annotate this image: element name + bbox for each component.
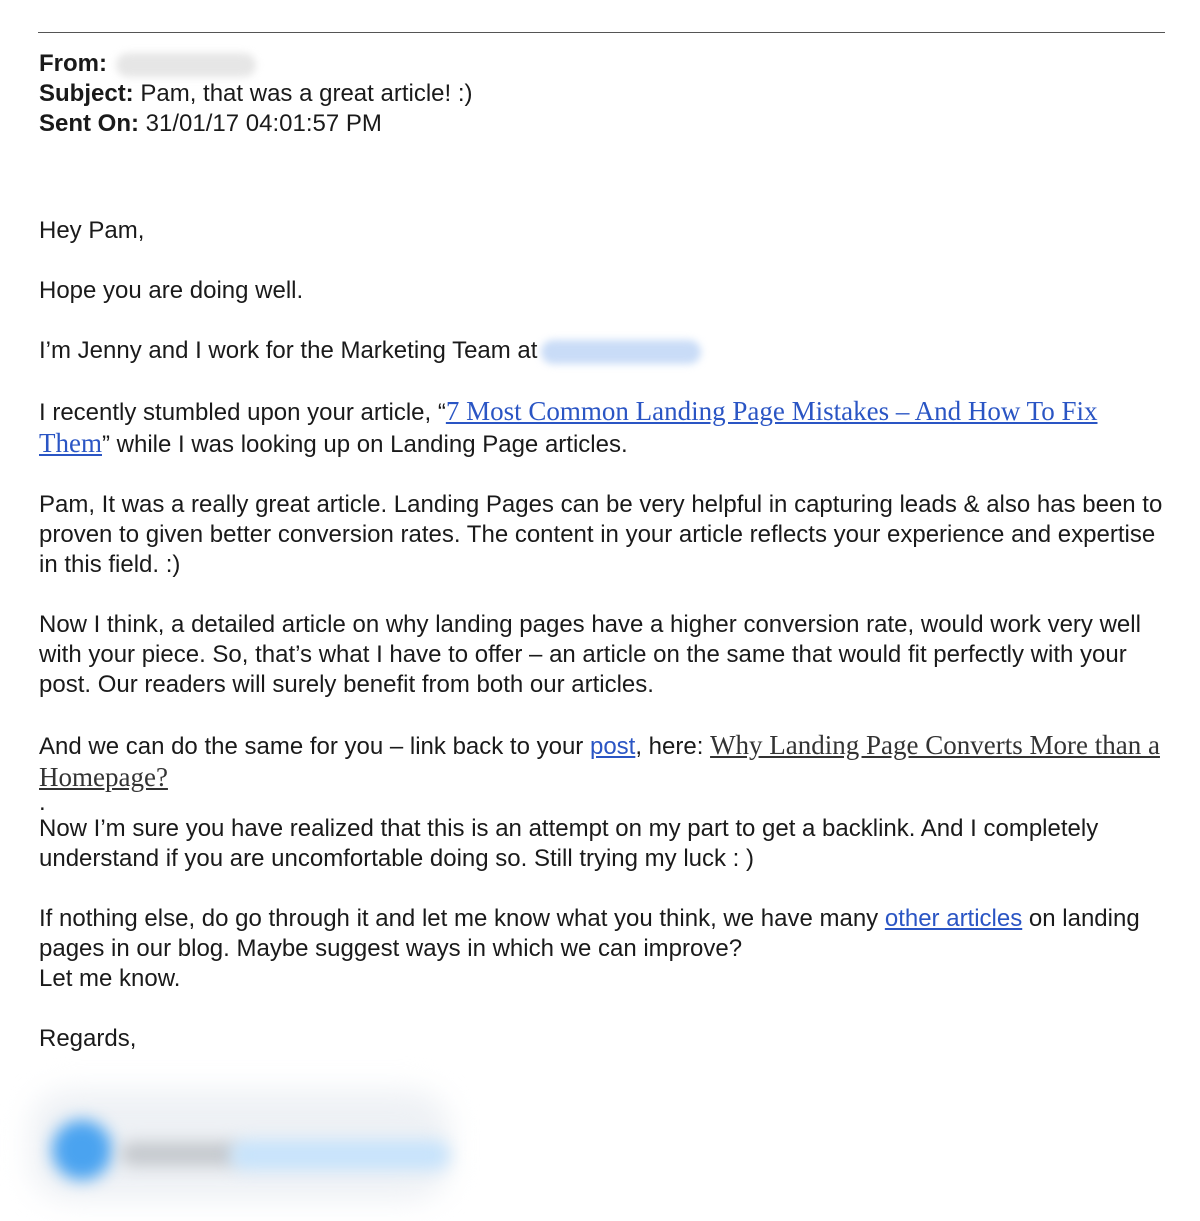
email-header — [39, 49, 473, 139]
paragraph-8-before: If nothing else, do go through it and let me know what you think, we have many — [39, 905, 885, 932]
paragraph-3-before: I recently stumbled upon your article, “ — [39, 399, 446, 426]
avatar — [52, 1120, 112, 1180]
paragraph-2-text: I’m Jenny and I work for the Marketing Team at — [39, 337, 538, 364]
paragraph-6 — [39, 730, 1169, 794]
paragraph-1: Hope you are doing well. — [39, 277, 304, 304]
redacted-signature — [30, 1090, 450, 1200]
paragraph-8-after: on landing pages in our blog. Maybe suggest ways in which we can improve? — [39, 905, 1140, 962]
subject-value: Pam, that was a great article! :) — [140, 80, 473, 107]
from-line — [39, 49, 473, 79]
email-body — [39, 216, 1169, 1084]
paragraph-9: Let me know. — [39, 965, 181, 992]
sent-label: Sent On: — [39, 110, 139, 137]
paragraph-7: Now I’m sure you have realized that this is an attempt on my part to get a backlink. And I completely understand if you are uncomfortable doing so. Still trying my luck : ) — [39, 815, 1099, 872]
greeting: Hey Pam, — [39, 217, 145, 244]
stray-dot: . — [39, 789, 46, 816]
sent-value: 31/01/17 04:01:57 PM — [145, 110, 382, 137]
paragraph-5: Now I think, a detailed article on why landing pages have a higher conversion rate, would work very well with your piece. So, that’s what I have to offer – an article on the same that would fit perfectly with your post. Our readers will surely benefit from both our articles. — [39, 611, 1141, 698]
redacted-sender — [116, 53, 256, 77]
sent-line — [39, 109, 473, 139]
paragraph-2 — [39, 336, 1169, 366]
paragraph-6-before: And we can do the same for you – link back to your — [39, 733, 590, 760]
paragraph-3-after: ” while I was looking up on Landing Page articles. — [101, 431, 628, 458]
subject-line — [39, 79, 473, 109]
post-link[interactable]: post — [589, 733, 636, 760]
paragraph-4: Pam, It was a really great article. Landing Pages can be very helpful in capturing leads & also has been to proven to given better conversion rates. The content in your article reflects your experience and expertise in this field. :) — [39, 491, 1163, 578]
article-link[interactable]: 7 Most Common Landing Page Mistakes – And How To Fix Them — [39, 396, 1098, 458]
homepage-article-link[interactable]: Why Landing Page Converts More than a Homepage? — [39, 730, 1160, 792]
closing: Regards, — [39, 1025, 137, 1052]
redacted-company — [541, 340, 701, 364]
paragraph-6-mid: , here: — [635, 733, 711, 760]
paragraph-8 — [39, 904, 1169, 964]
paragraph-3 — [39, 396, 1169, 460]
header-divider — [38, 32, 1165, 33]
from-label: From: — [39, 50, 107, 77]
subject-label: Subject: — [39, 80, 134, 107]
other-articles-link[interactable]: other articles — [884, 905, 1023, 932]
